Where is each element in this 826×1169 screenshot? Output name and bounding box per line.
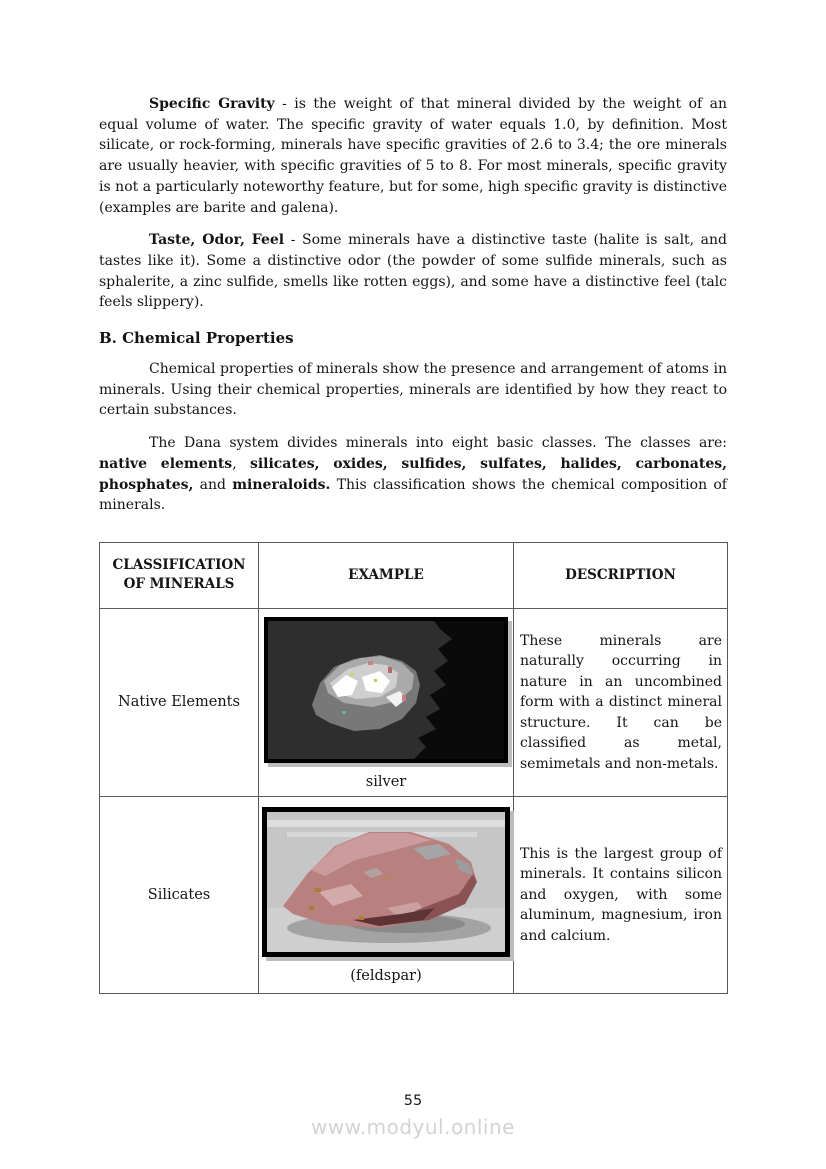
dana-seg5: and	[193, 476, 233, 493]
feldspar-photo	[262, 807, 510, 957]
classification-silicates: Silicates	[100, 796, 259, 993]
minerals-classification-table	[99, 542, 728, 994]
silver-caption: silver	[365, 773, 407, 790]
description-native-elements: These minerals are naturally occurring in nature in an uncombined form with a distinct mineral structure. It can be classified as metal, semimetals and non-metals.	[514, 608, 728, 796]
dana-seg3: ,	[232, 455, 250, 472]
dana-classes-list: silicates, oxides, sulfides, sulfates, halides, carbonates, phosphates,	[99, 455, 727, 493]
paragraph-chemical-intro: Chemical properties of minerals show the presence and arrangement of atoms in minerals. Using their chemical properties, minerals are identified by how they react to certain substances.	[99, 361, 727, 419]
table-row-native-elements	[100, 608, 728, 796]
paragraph-specific-gravity	[99, 94, 727, 218]
classification-native-elements: Native Elements	[100, 608, 259, 796]
silver-mineral-image	[268, 621, 504, 759]
specific-gravity-term: Specific Gravity	[149, 96, 275, 112]
dana-native-elements: native elements	[99, 455, 233, 472]
feldspar-caption: (feldspar)	[350, 968, 422, 985]
section-heading-chemical-properties: B. Chemical Properties	[99, 329, 294, 348]
table-row-silicates	[100, 796, 728, 993]
description-silicates: This is the largest group of minerals. It contains silicon and oxygen, with some aluminum, magnesium, iron and calcium.	[514, 796, 728, 993]
taste-odor-feel-term: Taste, Odor, Feel	[149, 232, 285, 249]
taste-odor-feel-body: - Some minerals have a distinctive taste (halite is salt, and tastes like it). Some a distinctive odor (the powder of some sulfide minerals, such as sphalerite, a zinc sulfide, smells like rotten eggs), and some have a distinctive feel (talc feels slippery).	[99, 232, 728, 311]
page-number: 55	[403, 1093, 423, 1109]
paragraph-dana-system	[99, 433, 727, 516]
watermark-text: www.modyul.online	[311, 1115, 515, 1139]
header-classification: CLASSIFICATION OF MINERALS	[100, 542, 259, 608]
dana-mineraloids: mineraloids.	[232, 476, 331, 493]
dana-seg1: The Dana system divides minerals into eight basic classes. The classes are:	[149, 435, 727, 452]
table-header-row	[100, 542, 728, 608]
specific-gravity-body: - is the weight of that mineral divided by the weight of an equal volume of water. The specific gravity of water equals 1.0, by definition. Most silicate, or rock-forming, minerals have specific gravities of 2.6 to 3.4; the ore minerals are usually heavier, with specific gravities of 5 to 8. For most minerals, specific gravity is not a particularly noteworthy feature, but for some, high specific gravity is distinctive (examples are barite and galena).	[99, 96, 728, 216]
dana-seg7: This classification shows the chemical composition of minerals.	[99, 476, 727, 514]
paragraph-taste-odor-feel	[99, 230, 727, 313]
feldspar-mineral-image	[267, 812, 505, 952]
example-cell-silver	[259, 608, 514, 796]
header-description: DESCRIPTION	[514, 542, 728, 608]
header-example: EXAMPLE	[259, 542, 514, 608]
example-cell-feldspar	[259, 796, 514, 993]
silver-photo	[264, 617, 508, 763]
